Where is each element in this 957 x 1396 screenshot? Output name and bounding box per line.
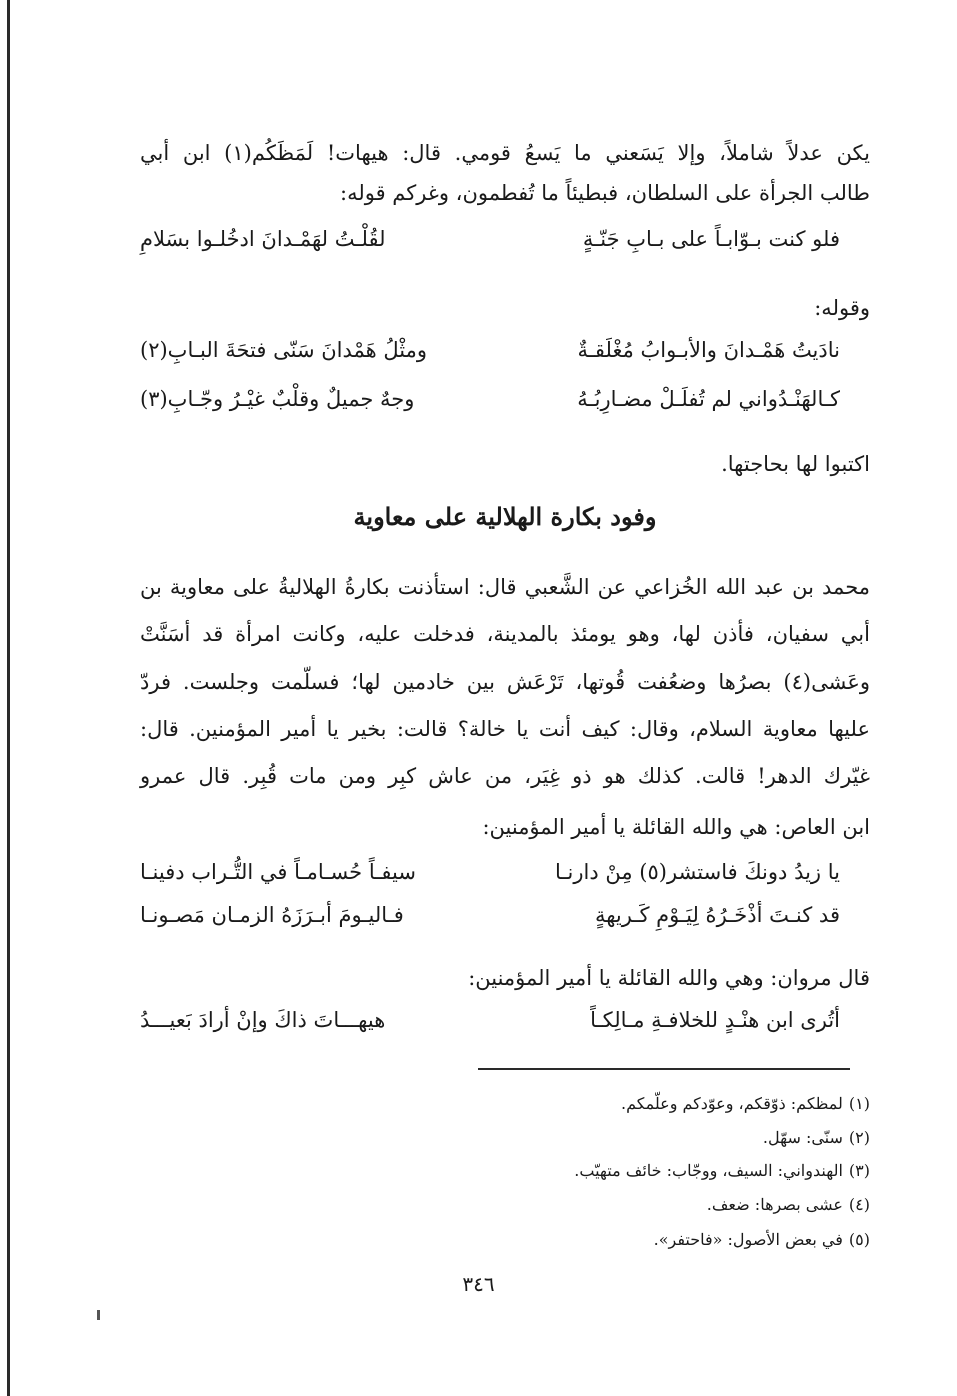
verse-3-line-2-second-hemistich: فـاليـومَ أبـرَزَهُ الزمـان مَصـونـا xyxy=(140,903,404,927)
closing-line: اكتبوا لها بحاجتها. xyxy=(721,452,870,476)
footnote-5-text: في بعض الأصول: «فاحتفر». xyxy=(653,1230,843,1249)
page-number: ٣٤٦ xyxy=(462,1272,495,1296)
footnote-4 xyxy=(140,1193,870,1217)
verse-2-line-2-first-hemistich: كـالهَنْـدُواني لم تُفلَـلْ مضـارِبُـهُ xyxy=(577,387,840,411)
body-line-2: طالب الجرأة على السلطان، فبطيئاً ما تُفطمون، وغركم قوله: xyxy=(340,181,870,205)
para-line-2: أبي سفيان، فأذن لها، وهو يومئذ بالمدينة، فدخلت عليه، وكانت امرأة قد أسَنَّتْ xyxy=(140,622,870,646)
body-line-1: يكن عدلاً شاملاً، وإلا يَسَعني ما يَسعُ قومي. قال: هيهات! لَمَظَكُم(١) ابن أبي xyxy=(140,141,870,165)
verse-3-line-1-first-hemistich: يا زيدُ دونكَ فاستشر(٥) مِنْ دارنـا xyxy=(555,860,840,884)
para-line-3: وعَشى(٤) بصرُها وضعُفت قُوتها، تَرْعَش بين خادمين لها؛ فسلّمت وجلست. فردّ xyxy=(140,670,870,694)
footnote-3-number: (٣) xyxy=(848,1161,870,1180)
para-line-4: عليها معاوية السلام، وقال: كيف أنت يا خالة؟ قالت: بخير يا أمير المؤمنين. قال: xyxy=(140,717,870,741)
section-heading: وفود بكارة الهلالية على معاوية xyxy=(353,502,657,531)
footnote-2-number: (٢) xyxy=(848,1128,870,1147)
footnote-3 xyxy=(140,1159,870,1183)
verse-1-second-hemistich: لقُلْـتُ لهَمْـدانَ ادخُلـوا بسَلامِ xyxy=(140,227,386,251)
para-line-5: غيّرك الدهر! قالت. كذلك هو ذو غِيَر، من عاش كبِر ومن مات قُبِر. قال عمرو xyxy=(140,764,870,788)
intro-line-2: وقوله: xyxy=(814,296,870,320)
footnote-1-number: (١) xyxy=(848,1094,870,1113)
verse-3-line-1-second-hemistich: سيفـاً حُسـامـاً في التُّـراب دفينـا xyxy=(140,860,416,884)
footnote-2-text: سنّى: سهّل. xyxy=(762,1128,843,1147)
marwan-intro-line: قال مروان: وهي والله القائلة يا أمير المؤمنين: xyxy=(468,966,870,990)
page-edge-line xyxy=(7,0,10,1396)
verse-1 xyxy=(140,222,840,256)
verse-3-line-1 xyxy=(140,855,840,889)
footnote-3-text: الهندواني: السيف، ووجّاب: خائف متهيّب. xyxy=(574,1161,843,1180)
verse-2-line-2 xyxy=(140,382,840,416)
verse-2-line-2-second-hemistich: وجهٌ جميلٌ وقلْبٌ غيْـرُ وجّـابِ(٣) xyxy=(140,387,415,411)
verse-4-second-hemistich: هيهـــاتَ ذاكَ وإنْ أرادَ بَعيـــدُ xyxy=(140,1008,386,1032)
footnote-divider xyxy=(478,1068,850,1070)
verse-4 xyxy=(140,1003,840,1037)
verse-2-line-1-first-hemistich: نادَيتُ هَمْـدانَ والأبـوابُ مُغْلَقـةٌ xyxy=(577,338,840,362)
para-line-1: محمد بن عبد الله الخُزاعي عن الشَّعبي قال: استأذنت بكارةُ الهلاليةُ على معاوية بن xyxy=(140,575,870,599)
verse-1-first-hemistich: فلو كنت بـوّابـاً على بـابِ جَنّـةٍ xyxy=(582,227,840,251)
para-line-6: ابن العاص: هي والله القائلة يا أمير المؤمنين: xyxy=(482,815,870,839)
footnote-1-text: لمظكم: ذوّقكم، وعوّدكم وعلّمكم. xyxy=(621,1094,843,1113)
scan-speck xyxy=(97,1310,100,1320)
footnote-1 xyxy=(140,1092,870,1116)
verse-4-first-hemistich: أتُرى ابن هنْـدٍ للخلافـةِ مـالِكـاً xyxy=(590,1008,840,1032)
verse-2-line-1-second-hemistich: ومثْلُ هَمْدانَ سَنّى فتحَةَ البـابِ(٢) xyxy=(140,338,428,362)
verse-3-line-2-first-hemistich: قد كنـتَ أذْخَـرُهُ لِيَـوْمِ كَـريهةٍ xyxy=(594,903,840,927)
footnote-2 xyxy=(140,1126,870,1150)
footnote-4-number: (٤) xyxy=(848,1195,870,1214)
footnote-5-number: (٥) xyxy=(848,1230,870,1249)
verse-3-line-2 xyxy=(140,898,840,932)
footnote-4-text: عشى بصرها: ضعف. xyxy=(706,1195,843,1214)
footnote-5 xyxy=(140,1228,870,1252)
verse-2-line-1 xyxy=(140,333,840,367)
